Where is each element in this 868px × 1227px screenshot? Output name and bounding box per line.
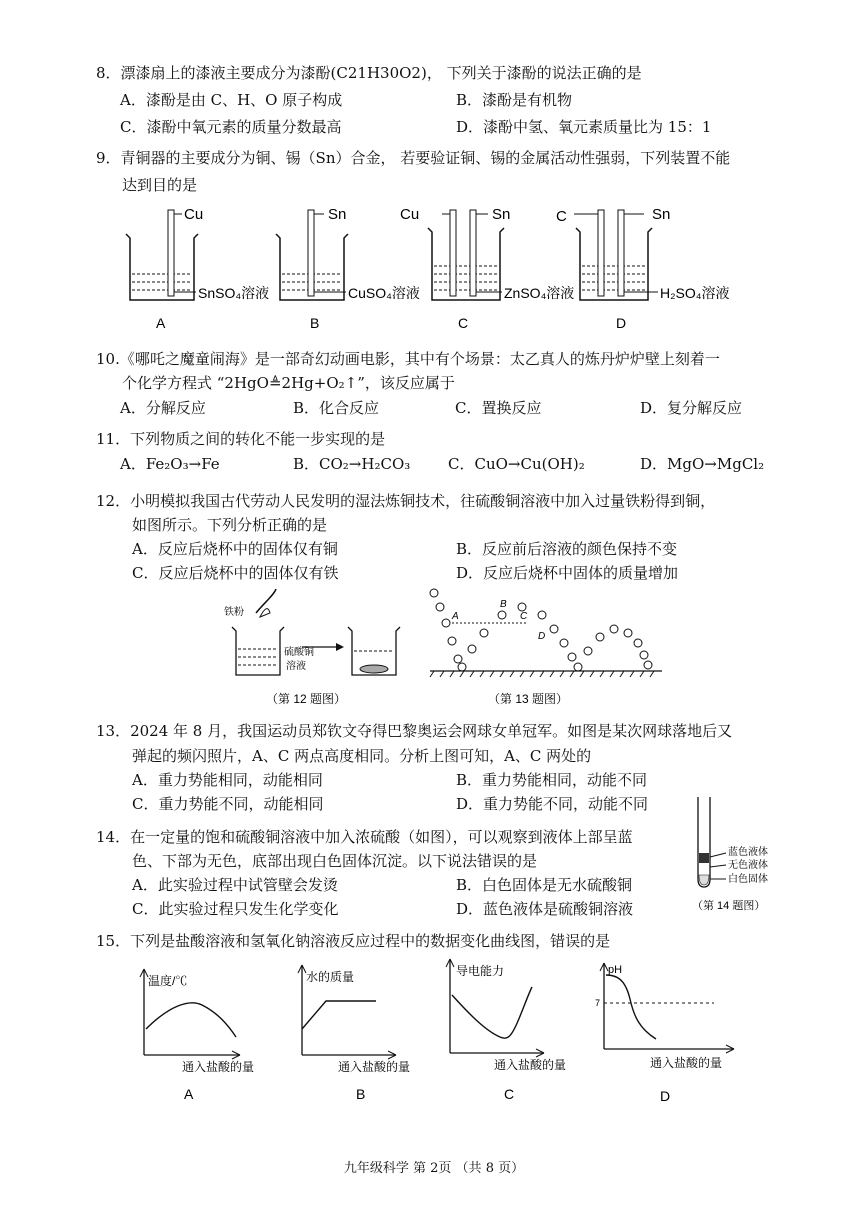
q12-option-d: D．反应后烧杯中固体的质量增加 xyxy=(456,564,679,582)
q15-graph-d xyxy=(600,963,734,1053)
q9-stem-line2: 达到目的是 xyxy=(122,176,198,194)
q9-a-label: A xyxy=(156,315,166,331)
q15-d-ylabel: pH xyxy=(608,964,623,976)
q15-a-xlabel: 通入盐酸的量 xyxy=(182,1060,255,1074)
q15-d-mark-7: 7 xyxy=(595,998,601,1008)
q8-option-c: C．漆酚中氧元素的质量分数最高 xyxy=(120,118,342,136)
q9-d-label: D xyxy=(616,315,627,331)
q9-c-label: C xyxy=(458,315,469,331)
q15-b-ylabel: 水的质量 xyxy=(306,970,355,984)
q14-option-a: A．此实验过程中试管壁会发烫 xyxy=(132,876,338,894)
q14-stem-line2: 色、下部为无色，底部出现白色固体沉淀。以下说法错误的是 xyxy=(132,852,538,870)
q13-caption: （第 13 题图） xyxy=(488,692,569,706)
q9-beaker-b xyxy=(276,210,348,300)
q12-solution-label1: 硫酸铜 xyxy=(284,647,314,658)
q11-option-b: B．CO₂→H₂CO₃ xyxy=(293,455,411,473)
q15-a-ylabel: 温度/℃ xyxy=(148,974,188,988)
q14-caption: （第 14 题图） xyxy=(692,900,766,912)
q9-c-metal1: Cu xyxy=(400,206,420,223)
q15-c-ylabel: 导电能力 xyxy=(456,964,505,978)
q9-a-solution: SnSO₄溶液 xyxy=(198,285,270,301)
q10-stem-line2: 个化学方程式 “2HgO≜2Hg+O₂↑”，该反应属于 xyxy=(122,374,455,392)
q9-c-solution: ZnSO₄溶液 xyxy=(504,285,575,301)
q14-blue-liquid-label: 蓝色液体 xyxy=(728,847,768,858)
q9-b-label: B xyxy=(310,315,320,331)
q12-option-c: C．反应后烧杯中的固体仅有铁 xyxy=(132,564,339,582)
q9-d-metal1: C xyxy=(556,208,567,225)
q14-test-tube-figure xyxy=(688,795,784,915)
q13-option-a: A．重力势能相同，动能相同 xyxy=(132,771,323,789)
q9-beaker-c xyxy=(428,210,504,300)
page-footer: 九年级科学 第 2页 （共 8 页） xyxy=(343,1161,525,1176)
q13-option-d: D．重力势能不同，动能不同 xyxy=(456,795,649,813)
q13-stem-line2: 弹起的频闪照片，A、C 两点高度相同。分析上图可知，A、C 两处的 xyxy=(132,747,592,765)
q9-c-metal2: Sn xyxy=(492,206,511,223)
q13-point-a: A xyxy=(452,611,459,622)
q9-stem-line1: 9．青铜器的主要成分为铜、锡（Sn）合金， 若要验证铜、锡的金属活动性强弱，下列装置不能 xyxy=(96,149,731,167)
q15-c-xlabel: 通入盐酸的量 xyxy=(494,1058,567,1072)
q11-option-a: A．Fe₂O₃→Fe xyxy=(120,455,220,473)
q13-option-c: C．重力势能不同，动能相同 xyxy=(132,795,324,813)
q9-d-solution: H₂SO₄溶液 xyxy=(660,285,730,301)
q9-apparatus-figures xyxy=(110,200,770,340)
q11-stem: 11．下列物质之间的转化不能一步实现的是 xyxy=(96,430,386,448)
q15-b-label: B xyxy=(356,1086,366,1102)
q12-stem-line1: 12．小明模拟我国古代劳动人民发明的湿法炼铜技术，往硫酸铜溶液中加入过量铁粉得到铜， xyxy=(96,492,716,510)
q14-white-solid-label: 白色固体 xyxy=(728,874,768,885)
q12-solution-label2: 溶液 xyxy=(286,661,306,672)
q12-option-b: B．反应前后溶液的颜色保持不变 xyxy=(456,540,678,558)
q15-c-label: C xyxy=(504,1086,515,1102)
q13-figure xyxy=(428,585,668,710)
q13-stem-line1: 13．2024 年 8 月，我国运动员郑钦文夺得巴黎奥运会网球女单冠军。如图是某次网球落地后又 xyxy=(96,722,733,740)
q12-beaker-after xyxy=(348,627,400,675)
q15-a-label: A xyxy=(184,1086,194,1102)
q10-option-c: C．置换反应 xyxy=(455,399,542,417)
q15-graphs xyxy=(130,955,770,1110)
q15-stem: 15．下列是盐酸溶液和氢氧化钠溶液反应过程中的数据变化曲线图，错误的是 xyxy=(96,932,611,950)
q9-b-solution: CuSO₄溶液 xyxy=(348,285,420,301)
q9-beaker-d xyxy=(574,210,658,300)
q8-option-a: A．漆酚是由 C、H、O 原子构成 xyxy=(120,91,343,109)
q11-option-c: C．CuO→Cu(OH)₂ xyxy=(448,455,585,473)
q12-iron-label: 铁粉 xyxy=(224,607,244,618)
q13-ball-trajectory xyxy=(430,589,652,671)
q12-caption: （第 12 题图） xyxy=(266,692,347,706)
q12-figure xyxy=(220,585,420,710)
q14-option-d: D．蓝色液体是硫酸铜溶液 xyxy=(456,900,634,918)
q15-b-xlabel: 通入盐酸的量 xyxy=(338,1060,411,1074)
q8-option-b: B．漆酚是有机物 xyxy=(456,91,573,109)
q14-stem-line1: 14．在一定量的饱和硫酸铜溶液中加入浓硫酸（如图），可以观察到液体上部呈蓝 xyxy=(96,828,633,846)
q9-a-metal: Cu xyxy=(184,206,204,223)
q14-colorless-liquid-label: 无色液体 xyxy=(728,860,768,871)
q14-option-c: C．此实验过程只发生化学变化 xyxy=(132,900,339,918)
q12-beaker-before xyxy=(232,627,284,675)
q11-option-d: D．MgO→MgCl₂ xyxy=(640,455,765,473)
q10-option-a: A．分解反应 xyxy=(120,399,206,417)
q15-d-label: D xyxy=(660,1088,671,1104)
q9-d-metal2: Sn xyxy=(652,206,671,223)
q10-option-d: D．复分解反应 xyxy=(640,399,743,417)
q12-option-a: A．反应后烧杯中的固体仅有铜 xyxy=(132,540,338,558)
q15-d-xlabel: 通入盐酸的量 xyxy=(650,1056,723,1070)
q13-option-b: B．重力势能相同，动能不同 xyxy=(456,771,648,789)
q8-option-d: D．漆酚中氢、氧元素质量比为 15：1 xyxy=(456,118,712,136)
q10-option-b: B．化合反应 xyxy=(293,399,380,417)
q8-stem: 8．漂漆扇上的漆液主要成分为漆酚(C21H30O2)， 下列关于漆酚的说法正确的是 xyxy=(96,64,642,82)
q9-beaker-a xyxy=(126,210,198,300)
q14-option-b: B．白色固体是无水硫酸铜 xyxy=(456,876,633,894)
q13-point-c: C xyxy=(520,611,528,622)
q12-stem-line2: 如图所示。下列分析正确的是 xyxy=(132,516,328,534)
q10-stem-line1: 10.《哪吒之魔童闹海》是一部奇幻动画电影，其中有个场景：太乙真人的炼丹炉炉壁上刻着一 xyxy=(96,350,720,368)
q9-b-metal: Sn xyxy=(328,206,347,223)
q13-point-b: B xyxy=(500,599,507,610)
q13-point-d: D xyxy=(538,631,546,642)
